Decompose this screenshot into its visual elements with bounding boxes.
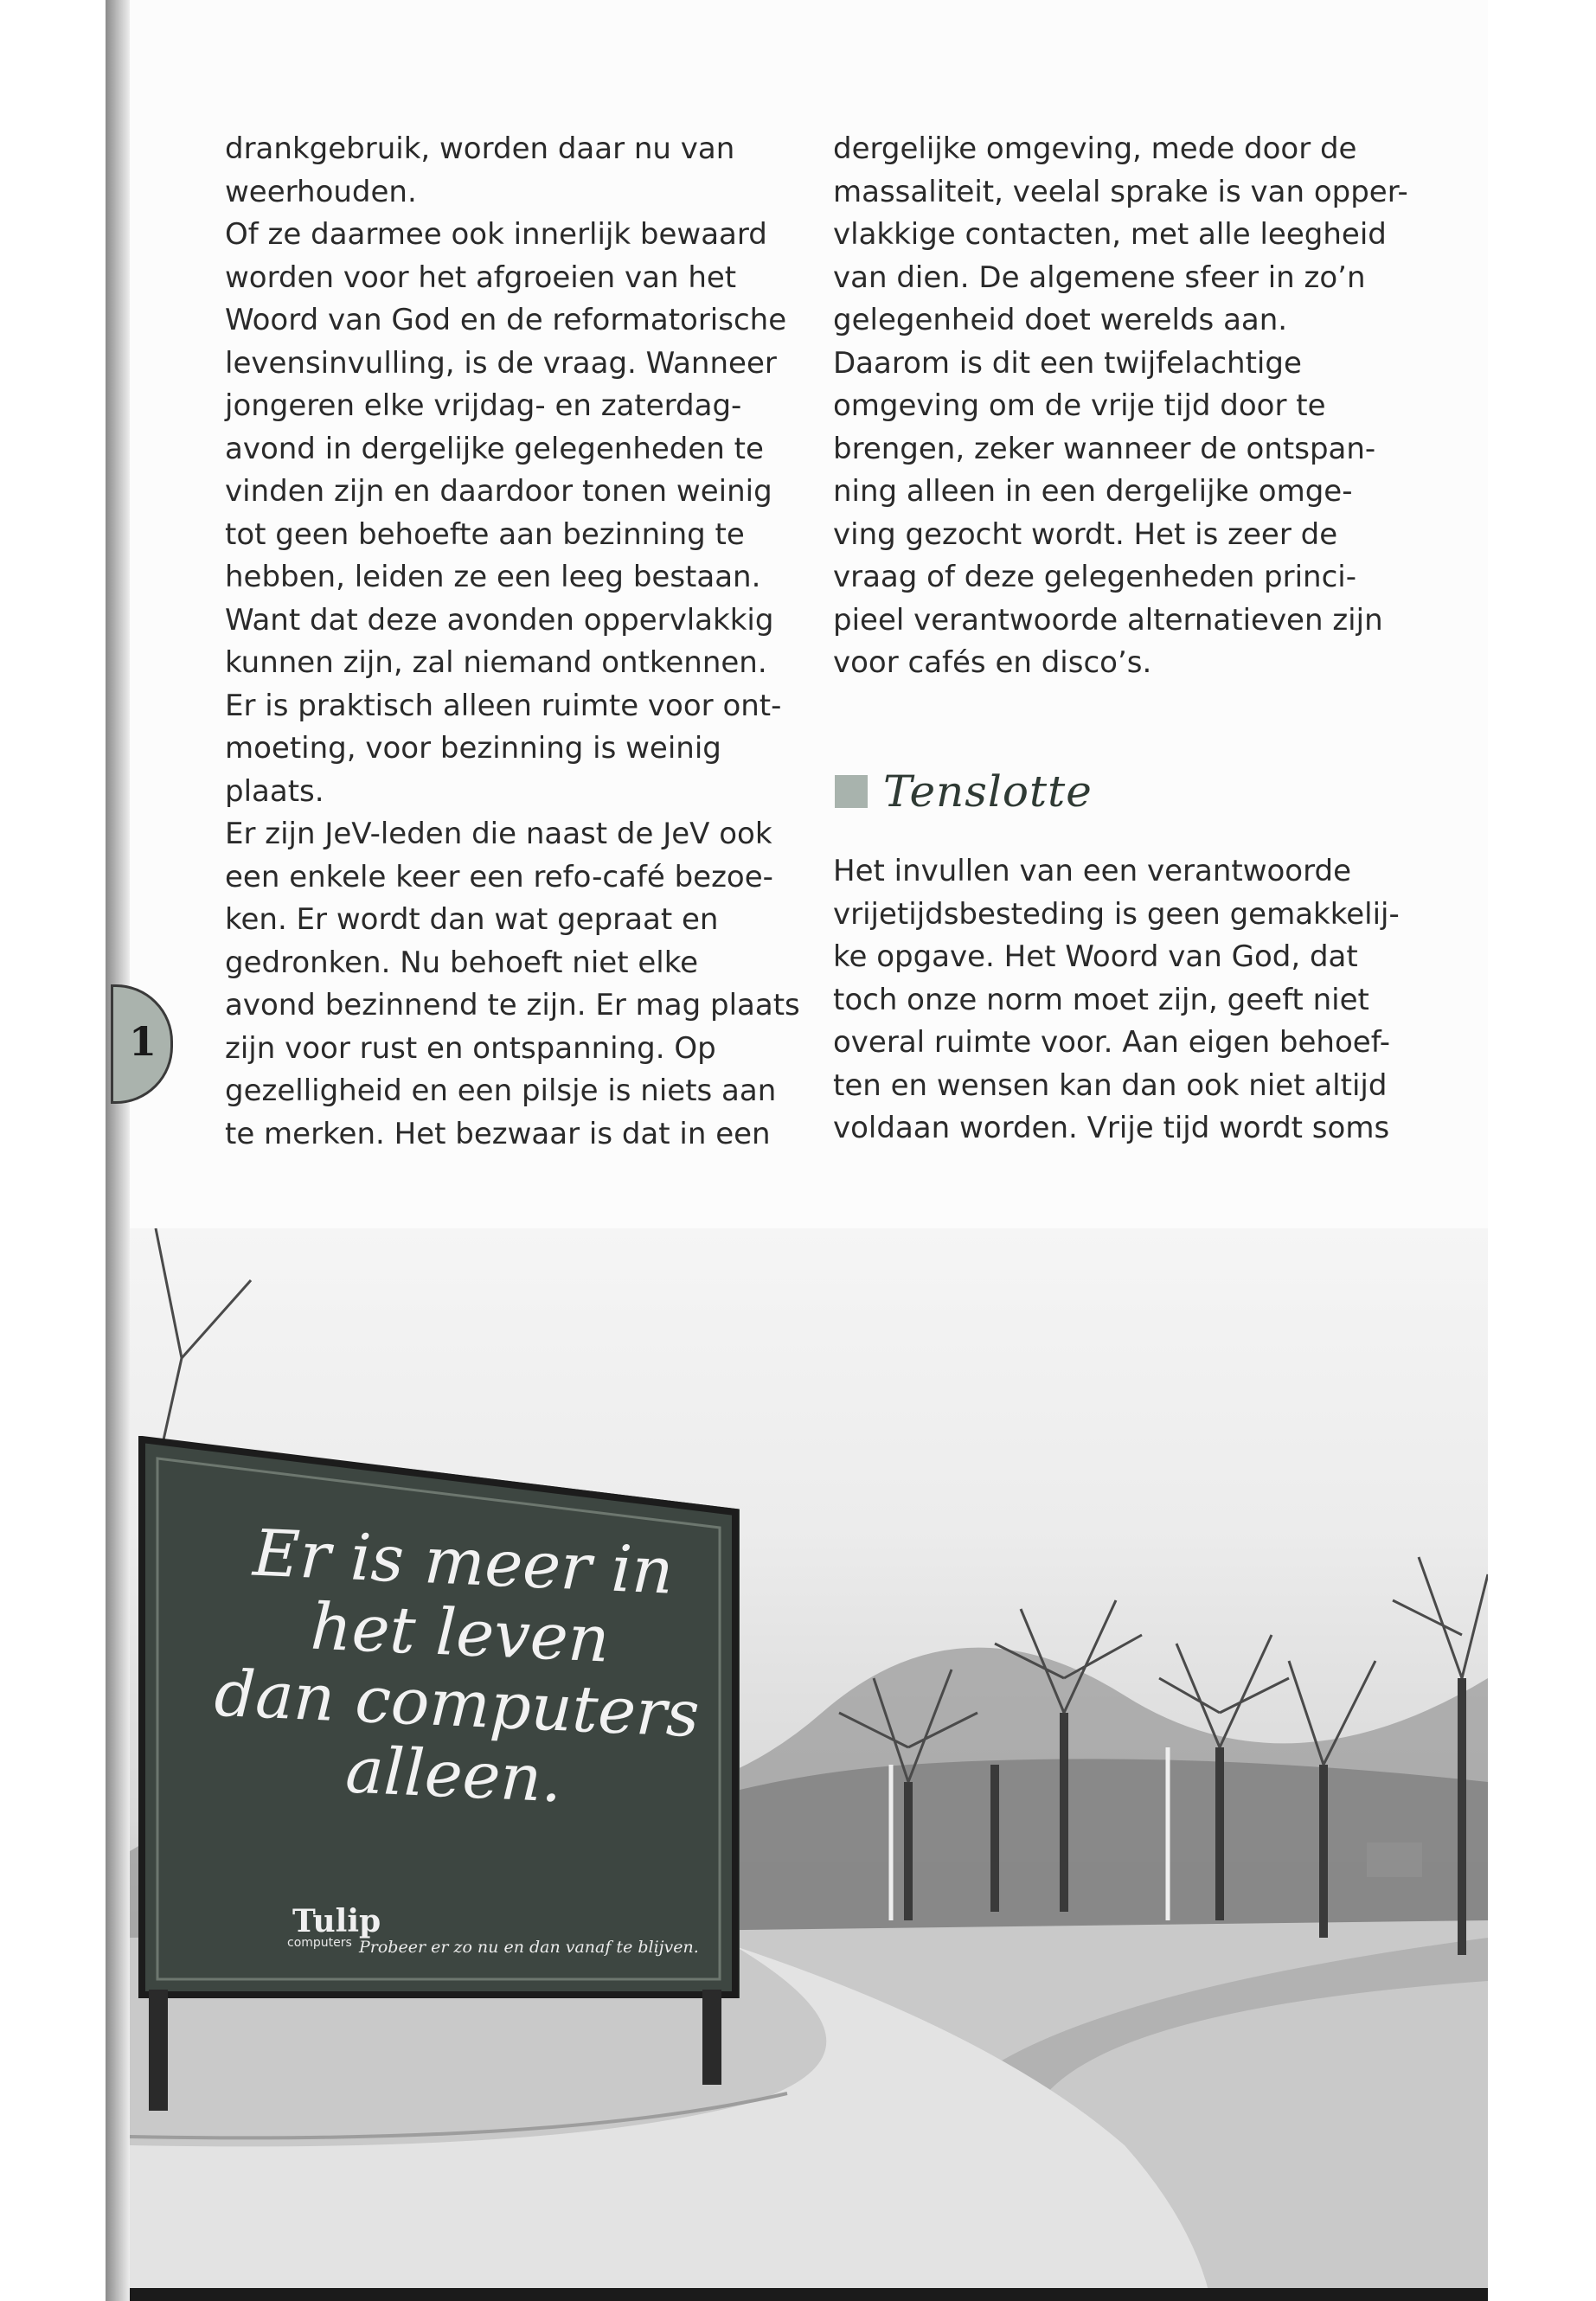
text-line: vraag of deze gelegenheden princi- [833, 560, 1357, 594]
text-line: massaliteit, veelal sprake is van opper- [833, 174, 1408, 209]
section-heading [835, 766, 1093, 817]
left-text-column [225, 128, 800, 1156]
text-line: vrijetijdsbesteding is geen gemakkelij- [833, 896, 1400, 932]
text-line: avond in dergelijke gelegenheden te [225, 431, 764, 466]
right-text-column [833, 128, 1408, 685]
page-tab-label: 1 [129, 1018, 157, 1065]
slogan-line: alleen. [343, 1733, 564, 1817]
text-line: weerhouden. [225, 174, 417, 209]
text-line: gelegenheid doet werelds aan. [833, 303, 1288, 337]
brand-subtitle: computers [287, 1936, 352, 1950]
text-line: vlakkige contacten, met alle leegheid [833, 217, 1387, 252]
book-binding [106, 0, 130, 2301]
text-line: avond bezinnend te zijn. Er mag plaats [225, 988, 800, 1022]
text-line: gedronken. Nu behoeft niet elke [225, 945, 699, 980]
text-line: Er is praktisch alleen ruimte voor ont- [225, 688, 782, 723]
text-line: Er zijn JeV-leden die naast de JeV ook [225, 817, 772, 851]
section-heading-text: Tenslotte [883, 766, 1093, 817]
text-line: Want dat deze avonden oppervlakkig [225, 602, 774, 638]
text-line: kunnen zijn, zal niemand ontkennen. [225, 645, 767, 680]
page-bottom-edge [130, 2288, 1488, 2301]
text-line: Of ze daarmee ook innerlijk bewaard [225, 217, 767, 252]
text-line: overal ruimte voor. Aan eigen behoef- [833, 1025, 1391, 1060]
text-line: gezelligheid en een pilsje is niets aan [225, 1074, 777, 1108]
text-line: ten en wensen kan dan ook niet altijd [833, 1067, 1388, 1103]
text-line: voor cafés en disco’s. [833, 645, 1152, 680]
text-line: pieel verantwoorde alternatieven zijn [833, 602, 1383, 638]
text-line: levensinvulling, is de vraag. Wanneer [225, 345, 777, 381]
text-line: brengen, zeker wanneer de ontspan- [833, 431, 1376, 466]
text-line: ning alleen in een dergelijke omge- [833, 474, 1353, 509]
billboard-leg-right [702, 1990, 721, 2085]
text-line: Daarom is dit een twijfelachtige [833, 345, 1302, 381]
text-line: van dien. De algemene sfeer in zo’n [833, 260, 1366, 295]
text-line: zijn voor rust en ontspanning. Op [225, 1030, 716, 1066]
slogan-line: dan computers [213, 1656, 702, 1753]
text-line: moeting, voor bezinning is weinig [225, 731, 721, 766]
billboard-leg-left [149, 1990, 168, 2111]
billboard-tagline: Probeer er zo nu en dan vanaf te blijven. [359, 1938, 699, 1957]
text-line: hebben, leiden ze een leeg bestaan. [225, 560, 761, 594]
text-line: vinden zijn en daardoor tonen weinig [225, 474, 772, 509]
text-line: worden voor het afgroeien van het [225, 260, 737, 295]
slogan-line: Er is meer in [251, 1516, 676, 1609]
text-line: ke opgave. Het Woord van God, dat [833, 939, 1358, 974]
text-line: toch onze norm moet zijn, geeft niet [833, 982, 1369, 1017]
text-line: drankgebruik, worden daar nu van [225, 131, 735, 166]
right-text-column-continued [833, 850, 1400, 1150]
text-line: voldaan worden. Vrije tijd wordt soms [833, 1111, 1390, 1145]
text-line: jongeren elke vrijdag- en zaterdag- [225, 388, 742, 423]
text-line: tot geen behoefte aan bezinning te [225, 516, 745, 552]
text-line: een enkele keer een refo-café bezoe- [225, 859, 773, 894]
text-line: Woord van God en de reformatorische [225, 303, 787, 337]
text-line: dergelijke omgeving, mede door de [833, 131, 1357, 166]
text-line: Het invullen van een verantwoorde [833, 854, 1351, 888]
text-line: plaats. [225, 773, 324, 809]
text-line: omgeving om de vrije tijd door te [833, 388, 1326, 423]
billboard [138, 1436, 740, 1998]
slogan-line: het leven [309, 1589, 612, 1677]
text-line: ving gezocht wordt. Het is zeer de [833, 516, 1338, 552]
billboard-slogan [193, 1516, 724, 1822]
brand-logo: Tulip [292, 1903, 381, 1939]
text-line: ken. Er wordt dan wat gepraat en [225, 902, 719, 937]
text-line: te merken. Het bezwaar is dat in een [225, 1116, 771, 1151]
heading-square-marker [835, 775, 868, 808]
